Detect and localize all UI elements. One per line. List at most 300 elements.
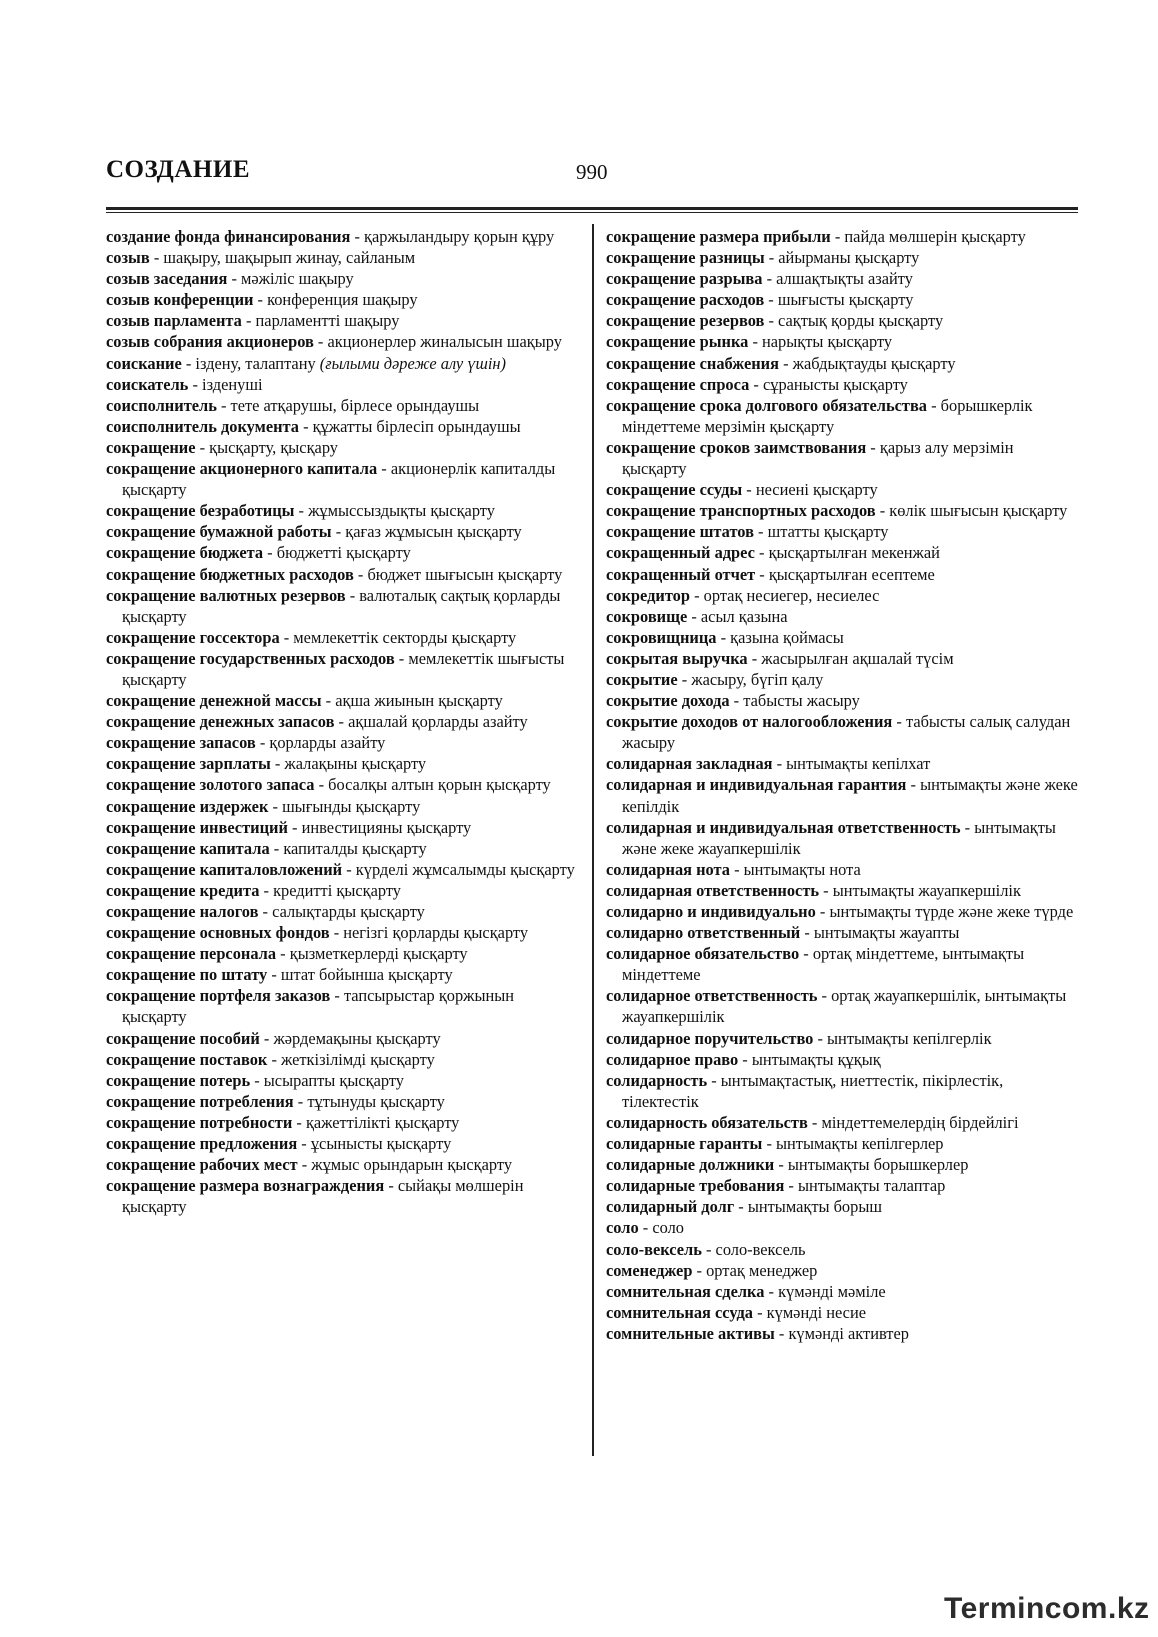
entry-separator: - (960, 817, 975, 837)
entry-term: сокращение размера вознаграждения (106, 1176, 385, 1196)
entry-term: сокращение запасов (106, 733, 256, 753)
dictionary-entry (606, 226, 1078, 247)
entry-separator: - (299, 416, 313, 436)
entry-term: сокращение ссуды (606, 480, 743, 500)
entry-separator: - (701, 1239, 716, 1259)
dictionary-entry (106, 310, 580, 331)
dictionary-entry (606, 310, 1078, 331)
entry-translation: күмәнді мәміле (778, 1281, 886, 1301)
entry-translation: қысқартылған мекенжай (768, 543, 940, 563)
entry-term: созыв парламента (106, 311, 242, 331)
entry-separator: - (906, 775, 921, 795)
entry-separator: - (755, 564, 769, 584)
entry-term: сокращенный адрес (606, 543, 755, 563)
entry-term: созыв собрания акционеров (106, 332, 314, 352)
entry-separator: - (677, 669, 692, 689)
entry-separator: - (764, 248, 779, 268)
dictionary-entry (106, 838, 580, 859)
dictionary-entry (606, 1112, 1078, 1133)
entry-term: солидарное обязательство (606, 944, 800, 964)
entry-term: соисполнитель документа (106, 416, 299, 436)
entry-translation: жасырылған ақшалай түсім (761, 648, 954, 668)
dictionary-entry (606, 564, 1078, 585)
entry-term: сокращенный отчет (606, 564, 756, 584)
entry-term: солидарное поручительство (606, 1028, 814, 1048)
dictionary-entry (106, 416, 580, 437)
entry-translation: штатты қысқарту (767, 522, 889, 542)
entry-separator: - (313, 332, 328, 352)
entry-term: сокращение безработицы (106, 501, 295, 521)
entry-term: сокращение бюджета (106, 543, 264, 563)
entry-term: соискание (106, 353, 182, 373)
entry-separator: - (807, 1112, 822, 1132)
entry-separator: - (762, 269, 777, 289)
dictionary-entry (106, 711, 580, 732)
header-rule-thin (106, 212, 1078, 213)
entry-term: сокрытие (606, 669, 678, 689)
entry-separator: - (216, 395, 231, 415)
entry-term: сокращение (106, 437, 196, 457)
entry-separator: - (297, 1155, 312, 1175)
dictionary-entry (606, 943, 1078, 985)
dictionary-entry (606, 1302, 1078, 1323)
entry-translation: шығынды қысқарту (282, 796, 421, 816)
entry-term: сомнительная ссуда (606, 1302, 753, 1322)
entry-translation: тұтынуды қысқарту (307, 1091, 445, 1111)
entry-translation: қысқартылған есептеме (768, 564, 935, 584)
entry-separator: - (330, 986, 344, 1006)
entry-translation: қарыз алу мерзімін қысқарту (622, 437, 1014, 479)
entry-term: сокращение госсектора (106, 627, 280, 647)
entry-separator: - (342, 859, 356, 879)
entry-term: сокращение издержек (106, 796, 269, 816)
entry-translation: қаржыландыру қорын құру (364, 227, 555, 246)
entry-separator: - (830, 227, 845, 246)
dictionary-entry (606, 1028, 1078, 1049)
entry-term: сокращение налогов (106, 902, 259, 921)
entry-separator: - (764, 1281, 779, 1301)
dictionary-entry (606, 690, 1078, 711)
entry-separator: - (738, 1049, 752, 1069)
entry-separator: - (241, 311, 256, 331)
dictionary-entry (106, 648, 580, 690)
entry-term: соискатель (106, 374, 189, 394)
entry-translation: жеткізілімді қысқарту (281, 1049, 435, 1069)
entry-separator: - (749, 374, 763, 394)
entry-term: сокращение капиталовложений (106, 859, 343, 879)
dictionary-entry (106, 1175, 580, 1217)
entry-term: сокращение сроков заимствования (606, 437, 867, 457)
entry-term: созыв конференции (106, 290, 254, 310)
dictionary-entry (606, 1217, 1078, 1238)
entry-translation: тете атқарушы, бірлесе орындаушы (230, 395, 480, 415)
entry-term: сомнительная сделка (606, 1281, 765, 1301)
entry-separator: - (263, 543, 277, 563)
entry-separator: - (819, 880, 833, 900)
entry-separator: - (297, 1134, 311, 1154)
entry-separator: - (892, 712, 906, 732)
entry-term: солидарная и индивидуальная гарантия (606, 775, 907, 795)
entry-translation: ынтымақты кепілгерлік (827, 1028, 992, 1048)
entry-separator: - (250, 1070, 264, 1090)
dictionary-entry (606, 247, 1078, 268)
entry-translation: ынтымақты құқық (751, 1049, 881, 1069)
entry-separator: - (259, 880, 274, 900)
entry-separator: - (345, 585, 360, 605)
entry-term: сокрытая выручка (606, 648, 748, 668)
entry-separator: - (817, 986, 832, 1006)
dictionary-entry (606, 1196, 1078, 1217)
entry-term: солидарные гаранты (606, 1134, 763, 1154)
entry-separator: - (259, 1028, 274, 1048)
entry-translation: ынтымақты және жеке кепілдік (622, 775, 1078, 816)
entry-term: сокровищница (606, 627, 717, 647)
entry-translation: ортақ міндеттеме, ынтымақты міндеттеме (622, 944, 1025, 985)
dictionary-entry (106, 627, 580, 648)
entry-separator: - (384, 1176, 398, 1196)
entry-translation: жабдықтауды қысқарту (792, 353, 956, 373)
entry-translation: ізденуші (202, 374, 263, 394)
dictionary-entry (106, 1049, 580, 1070)
dictionary-entry (106, 774, 580, 795)
entry-term: сокращение инвестиций (106, 817, 288, 837)
entry-term: солидарное ответственность (606, 986, 818, 1006)
entry-term: созыв (106, 248, 150, 268)
dictionary-entry (106, 922, 580, 943)
entry-term: сокращение денежных запасов (106, 712, 335, 732)
entry-translation: сыйақы мөлшерін қысқарту (122, 1176, 524, 1217)
entry-separator: - (707, 1070, 721, 1090)
entry-translation: жалақыны қысқарту (284, 754, 427, 774)
entry-translation: ынтымақты және жеке жауапкершілік (622, 817, 1056, 858)
entry-separator: - (258, 902, 273, 921)
entry-term: сокращение денежной массы (106, 691, 322, 711)
entry-translation: пайда мөлшерін қысқарту (844, 227, 1026, 246)
entry-separator: - (292, 1112, 306, 1132)
entry-term: сомнительные активы (606, 1323, 775, 1343)
entry-separator: - (279, 627, 294, 647)
dictionary-entry (606, 521, 1078, 542)
entry-term: сокращение предложения (106, 1134, 298, 1154)
entry-translation: алшақтықты азайту (776, 269, 913, 289)
right-column (606, 226, 1078, 1344)
entry-translation: акционерлік капиталды қысқарту (122, 459, 556, 500)
entry-term: соло-вексель (606, 1239, 702, 1259)
entry-term: сокращение акционерного капитала (106, 459, 378, 479)
entry-term: сокращение расходов (606, 290, 765, 310)
entry-translation: борышкерлік міндеттеме мерзімін қысқарту (622, 395, 1033, 436)
dictionary-entry (106, 690, 580, 711)
entry-term: соменеджер (606, 1260, 693, 1280)
entry-term: созыв заседания (106, 269, 228, 289)
entry-term: сокращение портфеля заказов (106, 986, 331, 1006)
entry-separator: - (753, 522, 768, 542)
header-rule-thick (106, 207, 1078, 210)
entry-term: сокращение зарплаты (106, 754, 271, 774)
dictionary-entry (106, 268, 580, 289)
dictionary-entry (606, 1260, 1078, 1281)
entry-translation: ынтымақты талаптар (797, 1176, 946, 1196)
entry-separator: - (875, 501, 890, 521)
entry-translation: құжатты бірлесіп орындаушы (312, 416, 521, 436)
entry-translation: ынтымақты нота (743, 859, 861, 879)
entry-translation: мәжіліс шақыру (241, 269, 354, 289)
entry-term: солидарная нота (606, 859, 730, 879)
entry-separator: - (253, 290, 268, 310)
entry-separator: - (815, 902, 830, 921)
dictionary-entry (106, 1154, 580, 1175)
entry-separator: - (734, 1197, 748, 1217)
entry-term: сокращение срока долгового обязательства (606, 395, 927, 415)
entry-separator: - (276, 944, 290, 964)
dictionary-entry (106, 1091, 580, 1112)
entry-separator: - (716, 627, 731, 647)
dictionary-entry (606, 500, 1078, 521)
entry-term: сокращение золотого запаса (106, 775, 315, 795)
entry-separator: - (927, 395, 941, 415)
dictionary-entry (606, 985, 1078, 1027)
dictionary-entry (106, 880, 580, 901)
entry-term: солидарно ответственный (606, 923, 801, 943)
dictionary-entry (106, 226, 580, 247)
entry-translation: жәрдемақыны қысқарту (273, 1028, 441, 1048)
dictionary-entry (106, 353, 580, 374)
entry-translation: ынтымақты кепілгерлер (776, 1134, 944, 1154)
entry-separator: - (748, 332, 763, 352)
entry-translation: күмәнді несие (766, 1302, 867, 1322)
entry-translation: акционерлер жиналысын шақыру (327, 332, 562, 352)
entry-term: сокрытие доходов от налогообложения (606, 712, 893, 732)
entry-separator: - (321, 691, 336, 711)
entry-term: сокредитор (606, 585, 690, 605)
entry-separator: - (287, 817, 302, 837)
dictionary-entry (106, 374, 580, 395)
entry-term: солидарные должники (606, 1155, 775, 1175)
entry-separator: - (800, 923, 814, 943)
page-headword: СОЗДАНИЕ (106, 156, 250, 183)
dictionary-entry (606, 669, 1078, 690)
entry-translation: сақтық қорды қысқарту (778, 311, 944, 331)
entry-translation: бюджет шығысын қысқарту (367, 564, 563, 584)
entry-translation: салықтарды қысқарту (272, 902, 425, 921)
dictionary-entry (106, 964, 580, 985)
entry-translation: табысты салық салудан жасыру (622, 712, 1071, 753)
entry-separator: - (314, 775, 329, 795)
entry-translation: ұсынысты қысқарту (310, 1134, 452, 1154)
entry-term: сокращение транспортных расходов (606, 501, 876, 521)
entry-translation: ынтымақты жауапты (813, 923, 960, 943)
dictionary-entry (106, 732, 580, 753)
dictionary-entry (606, 859, 1078, 880)
entry-translation: капиталды қысқарту (283, 838, 427, 858)
dictionary-entry (606, 1175, 1078, 1196)
entry-translation: негізгі қорларды қысқарту (343, 923, 529, 943)
entry-term: сокращение бумажной работы (106, 522, 332, 542)
dictionary-entry (106, 458, 580, 500)
entry-translation: қызметкерлерді қысқарту (289, 944, 468, 964)
entry-translation: кредитті қысқарту (273, 880, 401, 900)
dictionary-entry (106, 247, 580, 268)
dictionary-entry (606, 1154, 1078, 1175)
entry-translation: күмәнді активтер (788, 1323, 909, 1343)
entry-translation: жасыру, бүгіп қалу (691, 669, 824, 689)
dictionary-entry (106, 1133, 580, 1154)
entry-separator: - (270, 754, 285, 774)
entry-translation: мемлекеттік шығысты қысқарту (122, 648, 565, 689)
entry-separator: - (729, 859, 744, 879)
entry-separator: - (350, 227, 365, 246)
entry-separator: - (334, 712, 349, 732)
dictionary-entry (106, 564, 580, 585)
entry-translation: несиені қысқарту (755, 480, 878, 500)
dictionary-entry (606, 1049, 1078, 1070)
dictionary-entry (606, 1281, 1078, 1302)
entry-translation: ысырапты қысқарту (263, 1070, 405, 1090)
entry-separator: - (267, 1049, 281, 1069)
entry-separator: - (729, 691, 744, 711)
entry-translation: шығысты қысқарту (777, 290, 914, 310)
entry-term: создание фонда финансирования (106, 227, 351, 246)
entry-term: сокращение рабочих мест (106, 1155, 298, 1175)
entry-separator: - (268, 796, 283, 816)
entry-separator: - (267, 965, 281, 985)
entry-separator: - (293, 1091, 308, 1111)
dictionary-entry (106, 943, 580, 964)
entry-separator: - (181, 353, 196, 373)
entry-note: (ғылыми дәреже алу үшін) (319, 353, 506, 373)
entry-term: сокращение бюджетных расходов (106, 564, 354, 584)
dictionary-entry (606, 711, 1078, 753)
entry-separator: - (227, 269, 242, 289)
entry-translation: ынтымақты борышкерлер (787, 1155, 969, 1175)
left-column (106, 226, 580, 1217)
entry-term: сокращение валютных резервов (106, 585, 346, 605)
entry-translation: қағаз жұмысын қысқарту (345, 522, 522, 542)
entry-translation: қазына қоймасы (730, 627, 844, 647)
dictionary-entry (106, 437, 580, 458)
dictionary-entry (606, 627, 1078, 648)
entry-term: сокращение капитала (106, 838, 270, 858)
entry-term: сокровище (606, 606, 688, 626)
entry-translation: ынтымақты кепілхат (786, 754, 931, 774)
entry-term: солидарность (606, 1070, 708, 1090)
entry-translation: шақыру, шақырып жинау, сайланым (163, 248, 416, 268)
entry-term: сокращение резервов (606, 311, 765, 331)
dictionary-entry (106, 521, 580, 542)
entry-separator: - (329, 923, 344, 943)
entry-translation: күрделі жұмсалымды қысқарту (355, 859, 575, 879)
dictionary-entry (106, 395, 580, 416)
entry-translation: соло-вексель (715, 1239, 806, 1259)
entry-separator: - (742, 480, 756, 500)
column-divider (592, 224, 594, 1456)
logo-text: Termincom.kz (944, 1592, 1150, 1625)
dictionary-entry (106, 1070, 580, 1091)
dictionary-entry (606, 1070, 1078, 1112)
dictionary-entry (606, 1323, 1078, 1344)
entry-term: сокращение рынка (606, 332, 749, 352)
entry-separator: - (689, 585, 704, 605)
entry-translation: нарықты қысқарту (762, 332, 893, 352)
dictionary-entry (106, 817, 580, 838)
entry-separator: - (353, 564, 368, 584)
dictionary-entry (606, 774, 1078, 816)
dictionary-entry (106, 331, 580, 352)
dictionary-entry (606, 331, 1078, 352)
entry-translation: ынтымақтастық, ниеттестік, пікірлестік, тілектестік (622, 1070, 1004, 1111)
entry-term: сокращение по штату (106, 965, 268, 985)
dictionary-entry (606, 922, 1078, 943)
dictionary-entry (606, 395, 1078, 437)
entry-separator: - (754, 543, 769, 563)
entry-translation: соло (652, 1218, 684, 1238)
dictionary-entry (606, 1239, 1078, 1260)
entry-separator: - (377, 459, 391, 479)
entry-separator: - (692, 1260, 707, 1280)
entry-translation: көлік шығысын қысқарту (889, 501, 1068, 521)
entry-term: солидарный долг (606, 1197, 735, 1217)
entry-translation: жұмыссыздықты қысқарту (308, 501, 495, 521)
entry-translation: штат бойынша қысқарту (280, 965, 453, 985)
entry-translation: конференция шақыру (267, 290, 418, 310)
entry-term: сокращение размера прибыли (606, 227, 831, 246)
entry-translation: инвестицияны қысқарту (301, 817, 472, 837)
entry-separator: - (762, 1134, 777, 1154)
dictionary-entry (106, 542, 580, 563)
entry-term: сокращение потерь (106, 1070, 251, 1090)
entry-separator: - (188, 374, 203, 394)
entry-translation: қорларды азайту (269, 733, 386, 753)
entry-translation: міндеттемелердің бірдейлігі (821, 1112, 1019, 1132)
entry-translation: табысты жасыру (743, 691, 860, 711)
dictionary-entry (606, 817, 1078, 859)
entry-separator: - (747, 648, 762, 668)
entry-separator: - (813, 1028, 828, 1048)
entry-translation: валюталық сақтық қорларды қысқарту (122, 585, 561, 626)
entry-term: солидарность обязательств (606, 1112, 808, 1132)
entry-separator: - (394, 648, 409, 668)
dictionary-entry (106, 1028, 580, 1049)
entry-separator: - (764, 311, 779, 331)
entry-translation: тапсырыстар қоржынын қысқарту (122, 986, 515, 1027)
entry-term: солидарная закладная (606, 754, 773, 774)
entry-translation: айырманы қысқарту (778, 248, 920, 268)
entry-translation: ортақ жауапкершілік, ынтымақты жауапкершілік (622, 986, 1067, 1027)
dictionary-entry (606, 901, 1078, 922)
entry-translation: бюджетті қысқарту (276, 543, 411, 563)
entry-term: сокращение государственных расходов (106, 648, 395, 668)
entry-translation: жұмыс орындарын қысқарту (311, 1155, 513, 1175)
entry-separator: - (764, 290, 778, 310)
entry-translation: ақша жиынын қысқарту (335, 691, 503, 711)
dictionary-entry (606, 268, 1078, 289)
dictionary-entry (606, 880, 1078, 901)
entry-translation: ынтымақты жауапкершілік (832, 880, 1021, 900)
entry-translation: ынтымақты түрде және жеке түрде (829, 902, 1074, 921)
entry-separator: - (774, 1323, 789, 1343)
entry-term: сокращение пособий (106, 1028, 260, 1048)
dictionary-entry (606, 585, 1078, 606)
dictionary-entry (606, 374, 1078, 395)
entry-separator: - (774, 1155, 788, 1175)
dictionary-entry (106, 500, 580, 521)
entry-term: сокращение разрыва (606, 269, 763, 289)
entry-translation: асыл қазына (700, 606, 788, 626)
entry-translation: ынтымақты борыш (747, 1197, 882, 1217)
entry-term: сокращение потребления (106, 1091, 294, 1111)
entry-separator: - (331, 522, 346, 542)
entry-term: солидарное право (606, 1049, 739, 1069)
